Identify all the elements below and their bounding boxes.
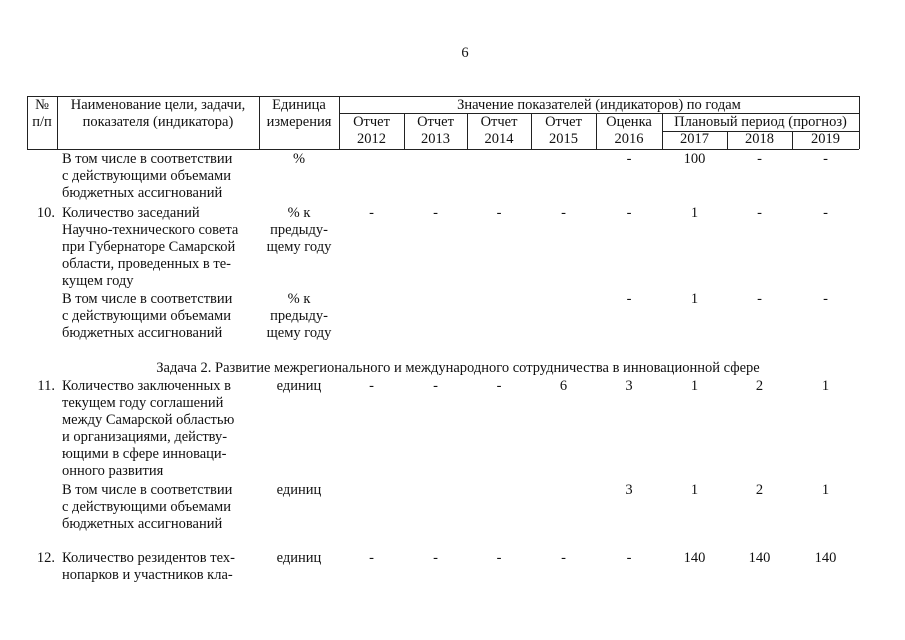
header-year-label: Отчет — [545, 114, 582, 130]
row-value: - — [561, 205, 566, 221]
row-number: 10. — [36, 205, 55, 221]
row-name: В том числе в соответствии с действующими объемами бюджетных ассигнований — [62, 291, 233, 341]
header-year-label: Отчет — [480, 114, 518, 130]
row-value: - — [823, 291, 828, 307]
header-col-num: № п/п — [32, 97, 52, 130]
row-value: - — [626, 205, 632, 221]
row-value: - — [823, 151, 828, 167]
header-year: 2013 — [421, 131, 450, 147]
header-year: 2014 — [484, 131, 514, 147]
row-value: 2 — [755, 378, 764, 394]
header-year: 2016 — [614, 131, 644, 147]
row-value: - — [561, 550, 566, 566]
header-year: 2015 — [549, 131, 578, 147]
row-unit: единиц — [276, 378, 322, 394]
row-unit: % к предыду- щему году — [266, 291, 332, 341]
row-value: - — [626, 550, 632, 566]
page-number: 6 — [461, 45, 469, 61]
row-unit: единиц — [276, 550, 322, 566]
row-number: 12. — [36, 550, 55, 566]
row-value: 1 — [690, 482, 699, 498]
row-unit: % к предыду- щему году — [266, 205, 332, 255]
row-name: В том числе в соответствии с действующими объемами бюджетных ассигнований — [62, 151, 233, 201]
row-value: - — [496, 550, 502, 566]
row-value: 3 — [625, 378, 633, 394]
header-year-label: Отчет — [353, 114, 390, 130]
row-value: - — [369, 550, 374, 566]
row-unit: % — [292, 151, 306, 167]
header-col-unit: Единица измерения — [266, 97, 332, 130]
header-year-label: Оценка — [606, 114, 652, 130]
row-value: 100 — [683, 151, 706, 167]
header-vline — [859, 96, 860, 149]
row-value: - — [757, 151, 762, 167]
header-bottom-border — [27, 149, 859, 150]
row-value: - — [369, 378, 374, 394]
row-value: - — [626, 151, 632, 167]
row-value: 140 — [748, 550, 771, 566]
row-value: - — [496, 378, 502, 394]
row-value: - — [369, 205, 374, 221]
header-plan-year: 2017 — [680, 131, 709, 147]
header-col-name: Наименование цели, задачи, показателя (индикатора) — [70, 97, 246, 130]
row-value: - — [823, 205, 828, 221]
header-col-values: Значение показателей (индикаторов) по годам — [457, 97, 741, 113]
task-heading: Задача 2. Развитие межрегионального и международного сотрудничества в инновационной сфере — [156, 360, 760, 376]
row-number: 11. — [37, 378, 55, 394]
header-plan-year: 2019 — [811, 131, 840, 147]
header-col-planned: Плановый период (прогноз) — [674, 114, 847, 130]
row-value: - — [757, 205, 762, 221]
row-value: - — [757, 291, 762, 307]
row-value: - — [626, 291, 632, 307]
row-value: - — [433, 205, 438, 221]
header-year: 2012 — [357, 131, 386, 147]
row-value: - — [496, 205, 502, 221]
row-value: - — [433, 378, 438, 394]
row-name: Количество резидентов тех- нопарков и участников кла- — [62, 550, 235, 583]
row-value: 3 — [625, 482, 633, 498]
row-name: Количество заседаний Научно-технического совета при Губернаторе Самарской области, проведенных в те- кущем году — [62, 205, 239, 289]
row-value: 1 — [690, 205, 699, 221]
row-value: 140 — [683, 550, 706, 566]
row-value: 1 — [821, 378, 830, 394]
row-value: 1 — [690, 291, 699, 307]
row-value: 1 — [821, 482, 830, 498]
row-value: 1 — [690, 378, 699, 394]
row-value: 140 — [814, 550, 837, 566]
row-name: В том числе в соответствии с действующими объемами бюджетных ассигнований — [62, 482, 233, 532]
row-value: 2 — [755, 482, 764, 498]
row-unit: единиц — [276, 482, 322, 498]
header-year-label: Отчет — [417, 114, 454, 130]
row-value: 6 — [559, 378, 568, 394]
row-value: - — [433, 550, 438, 566]
row-name: Количество заключенных в текущем году соглашений между Самарской областью и организациями, действу- ющими в сфере инноваци- онного развития — [62, 378, 235, 479]
header-plan-year: 2018 — [745, 131, 774, 147]
